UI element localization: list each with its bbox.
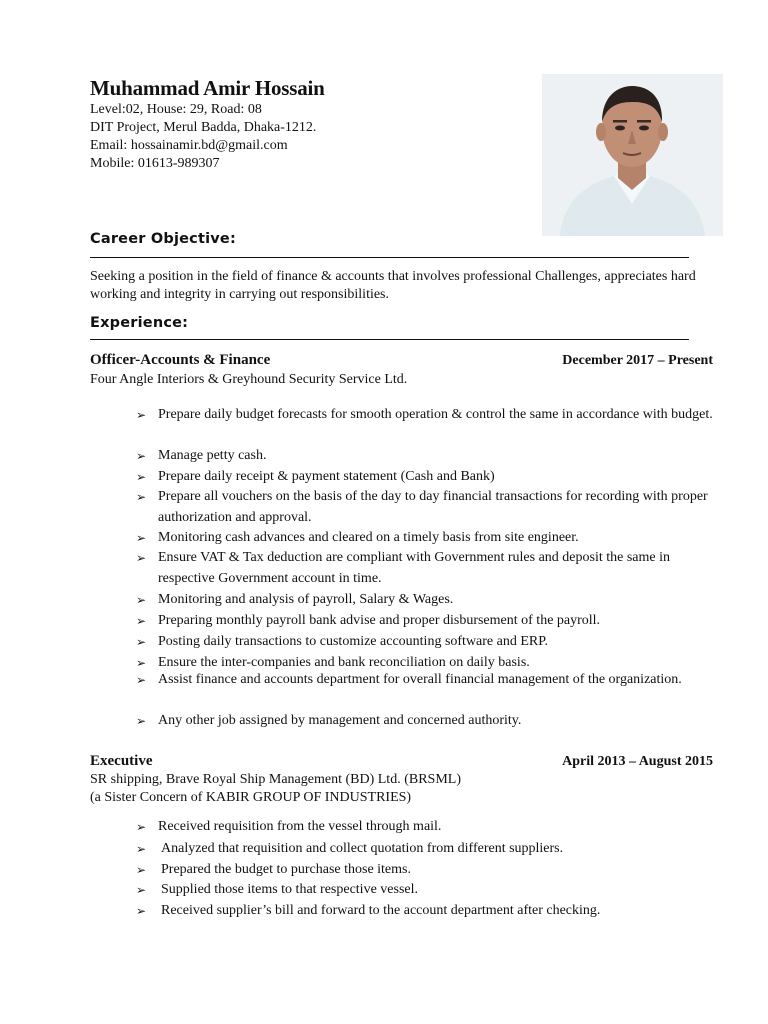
section-divider [90, 339, 689, 340]
list-item-text: Ensure the inter-companies and bank reconciliation on daily basis. [158, 655, 530, 670]
job-title: Officer-Accounts & Finance [90, 352, 271, 368]
arrow-bullet-icon: ➢ [136, 656, 147, 670]
arrow-bullet-icon: ➢ [136, 531, 147, 545]
address-line-1: Level:02, House: 29, Road: 08 [90, 102, 262, 117]
profile-photo [542, 74, 723, 236]
arrow-bullet-icon: ➢ [136, 490, 147, 504]
arrow-bullet-icon: ➢ [136, 883, 147, 897]
arrow-bullet-icon: ➢ [136, 863, 147, 877]
job-dates: April 2013 – August 2015 [562, 754, 713, 769]
job-company: Four Angle Interiors & Greyhound Security Service Ltd. [90, 372, 408, 387]
arrow-bullet-icon: ➢ [136, 820, 147, 834]
list-item-text: Posting daily transactions to customize accounting software and ERP. [158, 634, 548, 649]
list-item-text: Prepare all vouchers on the basis of the day to day financial transactions for recording with proper authorization and approval. [158, 489, 708, 525]
list-item-text: Assist finance and accounts department for overall financial management of the organization. [158, 672, 682, 687]
address-line-2: DIT Project, Merul Badda, Dhaka-1212. [90, 120, 317, 135]
job-company: SR shipping, Brave Royal Ship Management (BD) Ltd. (BRSML) [90, 772, 461, 787]
arrow-bullet-icon: ➢ [136, 673, 147, 687]
list-item-text: Ensure VAT & Tax deduction are compliant with Government rules and deposit the same in respective Government account in time. [158, 550, 670, 586]
job-title: Executive [90, 753, 153, 769]
arrow-bullet-icon: ➢ [136, 408, 147, 422]
list-item-text: Supplied those items to that respective vessel. [161, 882, 419, 897]
arrow-bullet-icon: ➢ [136, 449, 147, 463]
list-item-text: Monitoring and analysis of payroll, Salary & Wages. [158, 592, 454, 607]
list-item-text: Prepare daily receipt & payment statement (Cash and Bank) [158, 469, 495, 484]
section-divider [90, 257, 689, 258]
job-company-note: (a Sister Concern of KABIR GROUP OF INDUSTRIES) [90, 790, 412, 805]
arrow-bullet-icon: ➢ [136, 470, 147, 484]
email: Email: hossainamir.bd@gmail.com [90, 138, 288, 153]
candidate-name: Muhammad Amir Hossain [90, 76, 325, 100]
mobile: Mobile: 01613-989307 [90, 156, 220, 171]
person-portrait-icon [542, 74, 723, 236]
arrow-bullet-icon: ➢ [136, 635, 147, 649]
list-item-text: Preparing monthly payroll bank advise and proper disbursement of the payroll. [158, 613, 601, 628]
arrow-bullet-icon: ➢ [136, 551, 147, 565]
list-item-text: Analyzed that requisition and collect quotation from different suppliers. [161, 841, 564, 856]
arrow-bullet-icon: ➢ [136, 614, 147, 628]
list-item-text: Received supplier’s bill and forward to the account department after checking. [161, 903, 601, 918]
list-item-text: Received requisition from the vessel through mail. [158, 819, 442, 834]
arrow-bullet-icon: ➢ [136, 714, 147, 728]
list-item-text: Manage petty cash. [158, 448, 267, 463]
career-objective-text: Seeking a position in the field of finance & accounts that involves professional Challenges, appreciates hard working and integrity in carrying out responsibilities. [90, 269, 696, 302]
career-objective-heading: Career Objective: [90, 231, 236, 247]
experience-heading: Experience: [90, 315, 189, 331]
arrow-bullet-icon: ➢ [136, 904, 147, 918]
arrow-bullet-icon: ➢ [136, 593, 147, 607]
arrow-bullet-icon: ➢ [136, 842, 147, 856]
list-item-text: Prepared the budget to purchase those items. [161, 862, 411, 877]
job-dates: December 2017 – Present [562, 353, 713, 368]
list-item-text: Monitoring cash advances and cleared on a timely basis from site engineer. [158, 530, 579, 545]
list-item-text: Prepare daily budget forecasts for smooth operation & control the same in accordance with budget. [158, 407, 713, 422]
list-item-text: Any other job assigned by management and concerned authority. [158, 713, 522, 728]
